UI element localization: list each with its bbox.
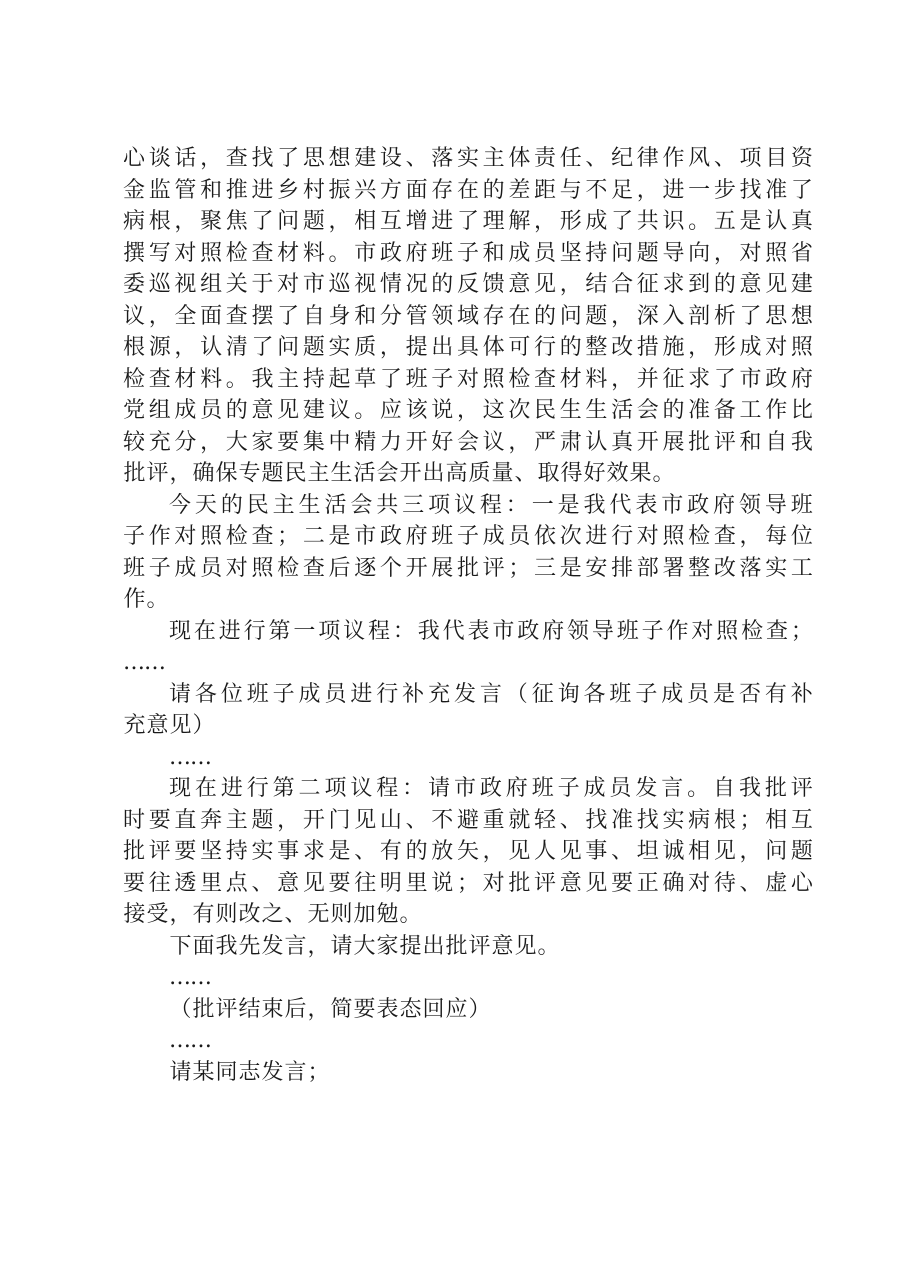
text-line: 现 在 进 行 第 二 项 议 程 ： 请 市 政 府 班 子 成 员 发 言 。 自 我 批 评 — [169, 776, 813, 801]
text-line: 现 在 进 行 第 一 项 议 程 ： 我 代 表 市 政 府 领 导 班 子 作 对 照 检 查 ； — [169, 618, 813, 644]
text-line: 批 评 ， 确 保 专 题 民 主 生 活 会 开 出 高 质 量 、 取 得 好 效 果 。 — [123, 461, 675, 486]
text-line: 接 受 ， 有 则 改 之 、 无 则 加 勉 。 — [123, 902, 422, 927]
text-line: 根 源 ， 认 清 了 问 题 实 质 ， 提 出 具 体 可 行 的 整 改 措 施 ， 形 成 对 照 — [123, 335, 813, 360]
text-line: …… — [123, 650, 165, 675]
text-line: …… — [169, 965, 211, 990]
text-line: 子 作 对 照 检 查 ； 二 是 市 政 府 班 子 成 员 依 次 进 行 对 照 检 查 ， 每 位 — [123, 524, 813, 549]
text-line: 议 ， 全 面 查 摆 了 自 身 和 分 管 领 域 存 在 的 问 题 ， 深 入 剖 析 了 思 想 — [123, 303, 813, 329]
text-line: 作 。 — [123, 587, 169, 612]
text-line: 请 某 同 志 发 言 ； — [169, 1059, 330, 1085]
text-line: 充 意 见 ） — [123, 713, 215, 738]
document-body — [123, 143, 813, 1088]
text-line: 心 谈 话 ， 查 找 了 思 想 建 设 、 落 实 主 体 责 任 、 纪 律 作 风 、 项 目 资 — [123, 146, 813, 171]
text-line: （ 批 评 结 束 后 ， 简 要 表 态 回 应 ） — [169, 996, 491, 1022]
text-line: 批 评 要 坚 持 实 事 求 是 、 有 的 放 矢 ， 见 人 见 事 、 坦 诚 相 见 ， 问 题 — [123, 839, 813, 864]
text-line: 金 监 管 和 推 进 乡 村 振 兴 方 面 存 在 的 差 距 与 不 足 ， 进 一 步 找 准 了 — [123, 177, 813, 203]
text-line: 撰 写 对 照 检 查 材 料 。 市 政 府 班 子 和 成 员 坚 持 问 题 导 向 ， 对 照 省 — [123, 240, 813, 266]
text-line: 班 子 成 员 对 照 检 查 后 逐 个 开 展 批 评 ； 三 是 安 排 部 署 整 改 落 实 工 — [123, 555, 813, 581]
text-line: 要 往 透 里 点 、 意 见 要 往 明 里 说 ； 对 批 评 意 见 要 正 确 对 待 、 虚 心 — [123, 870, 813, 896]
text-line: …… — [169, 744, 211, 770]
text-line: 委 巡 视 组 关 于 对 市 巡 视 情 况 的 反 馈 意 见 ， 结 合 征 求 到 的 意 见 建 — [123, 272, 813, 297]
text-line: 时 要 直 奔 主 题 ， 开 门 见 山 、 不 避 重 就 轻 、 找 准 找 实 病 根 ； 相 互 — [123, 807, 813, 833]
text-line: 党 组 成 员 的 意 见 建 议 。 应 该 说 ， 这 次 民 生 生 活 会 的 准 备 工 作 比 — [123, 398, 813, 423]
text-line: 下 面 我 先 发 言 ， 请 大 家 提 出 批 评 意 见 。 — [169, 933, 560, 959]
text-line: 检 查 材 料 。 我 主 持 起 草 了 班 子 对 照 检 查 材 料 ， 并 征 求 了 市 政 府 — [123, 366, 813, 392]
text-line: 今 天 的 民 主 生 活 会 共 三 项 议 程 ： 一 是 我 代 表 市 政 府 领 导 班 — [169, 492, 813, 518]
text-line: …… — [169, 1028, 211, 1053]
text-line: 请 各 位 班 子 成 员 进 行 补 充 发 言 （ 征 询 各 班 子 成 员 是 否 有 补 — [169, 681, 813, 707]
text-line: 病 根 ， 聚 焦 了 问 题 ， 相 互 增 进 了 理 解 ， 形 成 了 共 识 。 五 是 认 真 — [123, 209, 813, 234]
text-line: 较 充 分 ， 大 家 要 集 中 精 力 开 好 会 议 ， 严 肃 认 真 开 展 批 评 和 自 我 — [123, 429, 813, 455]
